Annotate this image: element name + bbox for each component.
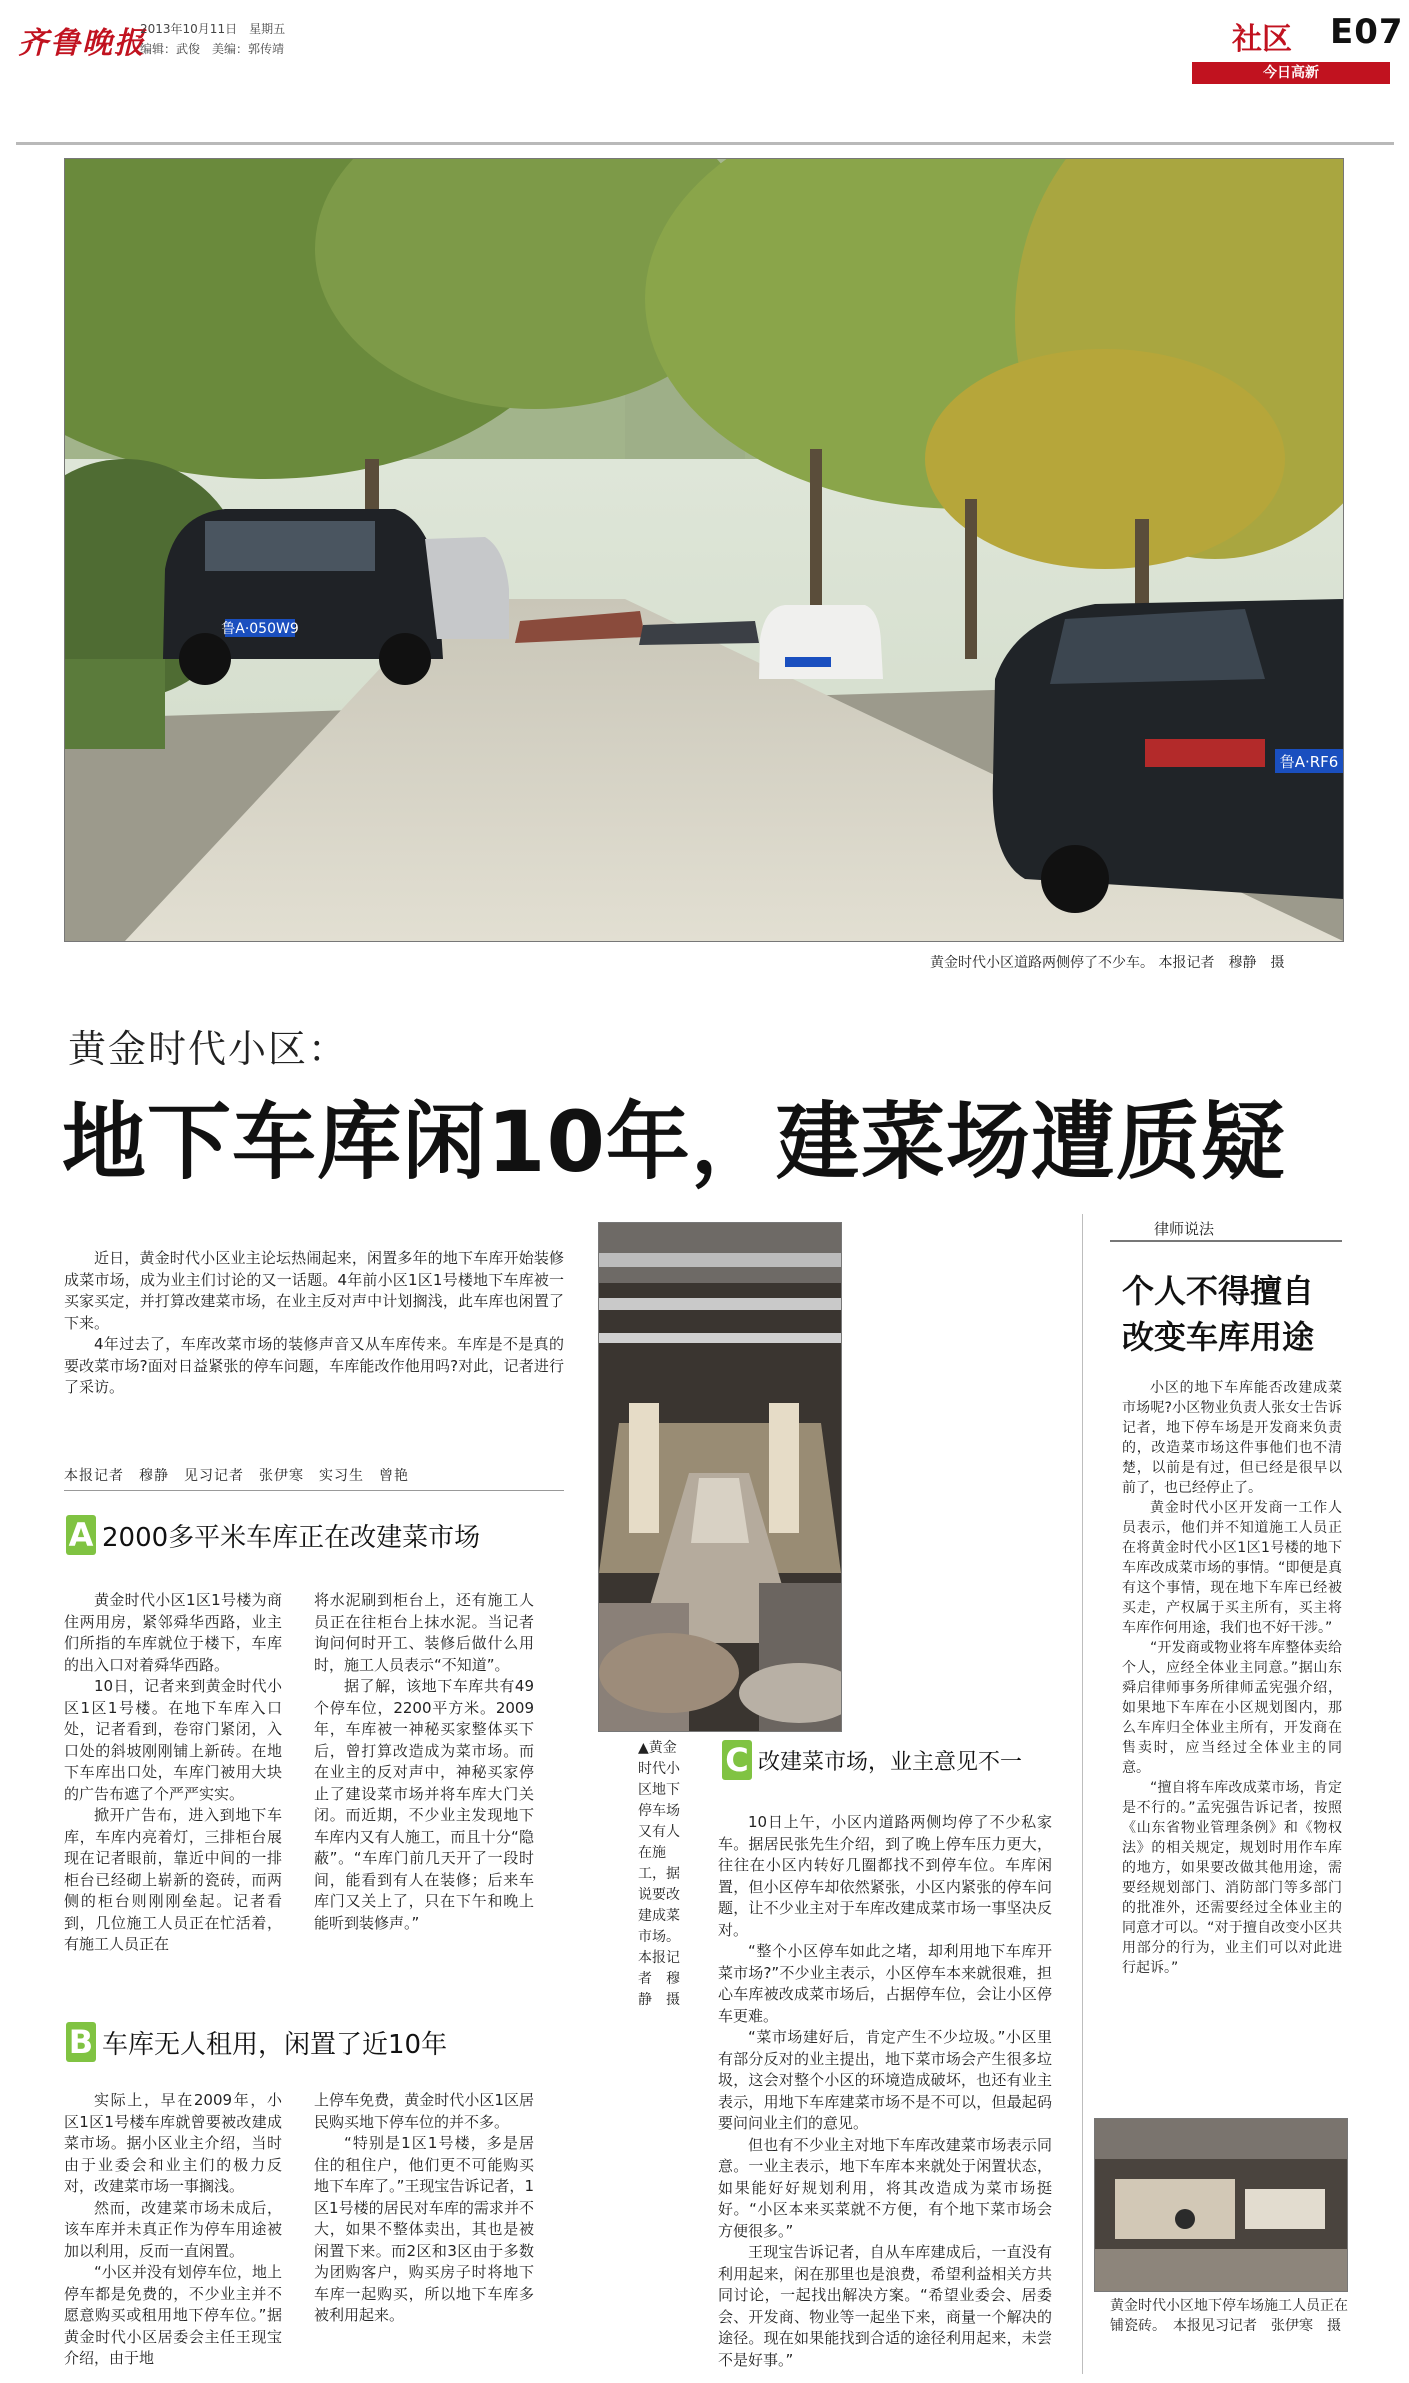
paragraph: “小区并没有划停车位，地上停车都是免费的，不少业主并不愿意购买或租用地下停车位。”据黄金时代小区居委会主任王现宝介绍，由于地 — [64, 2263, 282, 2367]
main-photo-caption: 黄金时代小区道路两侧停了不少车。 本报记者 穆静 摄 — [930, 955, 1285, 971]
subhead-title: 改建菜市场，业主意见不一 — [758, 1749, 1023, 1775]
paragraph: 然而，改建菜市场未成后，该车库并未真正作为停车用途被加以利用，反而一直闲置。 — [64, 2198, 282, 2260]
lead-text — [64, 1248, 564, 1399]
section-name: 社区 — [1232, 22, 1292, 57]
garage-photo — [598, 1222, 842, 1732]
paragraph: 实际上，早在2009年，小区1区1号楼车库就曾要被改建成菜市场。据小区业主介绍，当时由于业委会和业主们的极力反对，改建菜市场一事搁浅。 — [64, 2091, 282, 2195]
lawyer-text — [1122, 1378, 1342, 1978]
lead-paragraph: 近日，黄金时代小区业主论坛热闹起来，闲置多年的地下车库开始装修成菜市场，成为业主们讨论的又一话题。4年前小区1区1号楼地下车库被一买家买定，并打算改建菜市场，在业主反对声中计划搁浅，此车库也闲置了下来。 — [64, 1249, 564, 1332]
street-scene-image — [65, 159, 1343, 941]
reporters-byline: 本报记者 穆静 见习记者 张伊寒 实习生 曾艳 — [64, 1468, 409, 1484]
paragraph: 黄金时代小区开发商一工作人员表示，他们并不知道施工人员正在将黄金时代小区1区1号楼的地下车库改成菜市场的事情。“即便是真有这个事情，现在地下车库已经被买走，产权属于买主所有，买主将车库作何用途，我们也不好干涉。” — [1122, 1500, 1342, 1636]
headline-kicker: 黄金时代小区： — [68, 1027, 349, 1071]
subhead-title: 车库无人租用，闲置了近10年 — [102, 2029, 448, 2060]
subhead-a — [66, 1515, 480, 1555]
paragraph: “开发商或物业将车库整体卖给个人，应经全体业主同意。”据山东舜启律师事务所律师孟宪强介绍，如果地下车库在小区规划图内，那么车库归全体业主所有，开发商在售卖时，应当经过全体业主的同意。 — [1122, 1640, 1342, 1776]
garage-photo-caption: ▲黄金时代小区地下停车场又有人在施工，据说要改建成菜市场。 本报记者 穆静 摄 — [638, 1740, 687, 2008]
paragraph: “菜市场建好后，肯定产生不少垃圾。”小区里有部分反对的业主提出，地下菜市场会产生很多垃圾，这会对整个小区的环境造成破坏，也还有业主表示，用地下车库建菜市场不是不可以，但最起码要问问业主们的意见。 — [718, 2028, 1052, 2132]
column-title: 个人不得擅自改变车库用途 — [1122, 1272, 1315, 1356]
subhead-letter: B — [66, 2022, 96, 2062]
column-rule — [1082, 1214, 1083, 2374]
masthead-logo: 齐鲁晚报 — [18, 26, 146, 61]
paragraph: 小区的地下车库能否改建成菜市场呢?小区物业负责人张女士告诉记者，地下停车场是开发商来负责的，改造菜市场这件事他们也不清楚，以前是有过，但已经是很早以前了，也已经停止了。 — [1122, 1380, 1342, 1496]
paragraph: “特别是1区1号楼，多是居住的租住户，他们更不可能购买地下车库了。”王现宝告诉记者，1区1号楼的居民对车库的需求并不大，如果不整体卖出，其也是被闲置下来。而2区和3区由于多数为团购客户，购买房子时将地下车库一起购买，所以地下车库多被利用起来。 — [314, 2134, 534, 2324]
subhead-b — [66, 2022, 447, 2062]
tiling-worker-image — [1095, 2119, 1347, 2291]
page-number: E07 — [1330, 12, 1404, 52]
main-photo — [64, 158, 1344, 942]
section-b-col2 — [314, 2090, 534, 2327]
paragraph: 将水泥刷到柜台上，还有施工人员正在往柜台上抹水泥。当记者询问何时开工、装修后做什么用时，施工人员表示“不知道”。 — [314, 1591, 534, 1674]
section-bar — [1192, 62, 1390, 84]
section-a-col1 — [64, 1590, 282, 1956]
paragraph: 黄金时代小区1区1号楼为商住两用房，紧邻舜华西路，业主们所指的车库就位于楼下，车库的出入口对着舜华西路。 — [64, 1591, 282, 1674]
plate-left: 鲁A·050W9 — [221, 621, 299, 637]
headline: 地下车库闲10年，建菜场遭质疑 — [62, 1093, 1286, 1191]
issue-date: 2013年10月11日 星期五 — [140, 22, 286, 36]
section-bar-label: 今日高新 — [1263, 65, 1319, 81]
tiling-photo — [1094, 2118, 1348, 2292]
editors-line: 编辑：武俊 美编：郭传靖 — [140, 42, 285, 56]
lead-paragraph: 4年过去了，车库改菜市场的装修声音又从车库传来。车库是不是真的要改菜市场?面对日益紧张的停车问题，车库能改作他用吗?对此，记者进行了采访。 — [64, 1335, 564, 1396]
paragraph: 上停车免费，黄金时代小区1区居民购买地下停车位的并不多。 — [314, 2091, 534, 2131]
section-c-text — [718, 1812, 1052, 2371]
garage-construction-image — [599, 1223, 841, 1731]
byline-rule — [64, 1490, 564, 1491]
paragraph: 但也有不少业主对地下车库改建菜市场表示同意。一业主表示，地下车库本来就处于闲置状态，如果能好好规划利用，将其改造成为菜市场挺好。“小区本来买菜就不方便，有个地下菜市场会方便很多。” — [718, 2135, 1052, 2240]
subhead-letter: A — [66, 1515, 96, 1555]
section-a-col2 — [314, 1590, 534, 1934]
paragraph: “擅自将车库改成菜市场，肯定是不行的。”孟宪强告诉记者，按照《山东省物业管理条例》和《物权法》的相关规定，规划时用作车库的地方，如果要改做其他用途，需要经规划部门、消防部门等多部门的批准外，还需要经过全体业主的同意才可以。“对于擅自改变小区共用部分的行为，业主们可以对此进行起诉。” — [1122, 1780, 1342, 1976]
paragraph: “整个小区停车如此之堵，却利用地下车库开菜市场?”不少业主表示，小区停车本来就很难，担心车库被改成菜市场后，占据停车位，会让小区停车更难。 — [718, 1942, 1052, 2025]
section-b-col1 — [64, 2090, 282, 2370]
paragraph: 10日，记者来到黄金时代小区1区1号楼。在地下车库入口处，记者看到，卷帘门紧闭，入口处的斜坡刚刚铺上新砖。在地下车库出口处，车库门被用大块的广告布遮了个严严实实。 — [64, 1677, 282, 1803]
plate-right: 鲁A·RF6 — [1279, 753, 1339, 771]
subhead-c — [722, 1740, 1022, 1780]
header-rule — [16, 142, 1394, 145]
paragraph: 据了解，该地下车库共有49个停车位，2200平方米。2009年，车库被一神秘买家整体买下后，曾打算改造成为菜市场。而在业主的反对声中，神秘买家停止了建设菜市场并将车库大门关闭。而近期，不少业主发现地下车库内又有人施工，而且十分“隐蔽”。“车库门前几天开了一段时间，能看到有人在装修；后来车库门又关上了，只在下午和晚上能听到装修声。” — [314, 1677, 534, 1932]
paragraph: 10日上午，小区内道路两侧均停了不少私家车。据居民张先生介绍，到了晚上停车压力更大，往往在小区内转好几圈都找不到停车位。车库闲置，但小区停车却依然紧张，小区内紧张的停车问题，让不少业主对于车库改建成菜市场一事坚决反对。 — [718, 1813, 1052, 1939]
subhead-letter: C — [722, 1740, 752, 1780]
subhead-title: 2000多平米车库正在改建菜市场 — [102, 1522, 481, 1553]
paragraph: 掀开广告布，进入到地下车库，车库内亮着灯，三排柜台展现在记者眼前，靠近中间的一排柜台已经砌上崭新的瓷砖，而两侧的柜台则刚刚垒起。记者看到，几位施工人员正在忙活着，有施工人员正在 — [64, 1806, 282, 1953]
column-label: 律师说法 — [1154, 1220, 1215, 1238]
tiling-photo-caption: 黄金时代小区地下停车场施工人员正在铺瓷砖。 本报见习记者 张伊寒 摄 — [1110, 2298, 1348, 2334]
paragraph: 王现宝告诉记者，自从车库建成后，一直没有利用起来，闲在那里也是浪费，希望利益相关方共同讨论，一起找出解决方案。“希望业委会、居委会、开发商、物业等一起坐下来，商量一个解决的途径。现在如果能找到合适的途径利用起来，未尝不是好事。” — [718, 2243, 1052, 2369]
column-label-rule — [1110, 1240, 1342, 1242]
